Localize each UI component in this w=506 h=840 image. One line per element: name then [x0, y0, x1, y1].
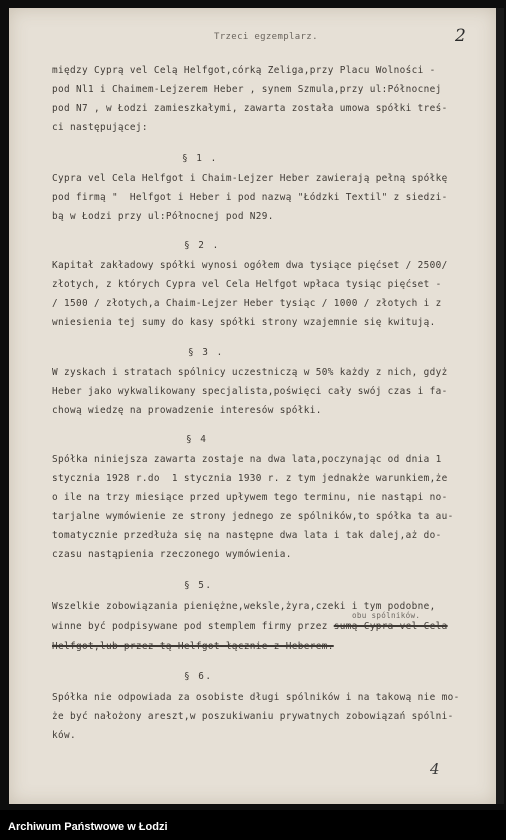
copy-header: Trzeci egzemplarz. [214, 32, 318, 42]
section-1-heading: § 1 . [182, 153, 218, 164]
struck-text: sumą Cypra vel Cela [333, 621, 448, 632]
text-line-2: pod Nl1 i Chaimem-Lejzerem Heber , synem Szmula,przy ul:Północnej [52, 84, 442, 95]
section-6-heading: § 6. [184, 671, 213, 682]
handwritten-mark: 4 [430, 760, 440, 778]
text-line-24: że być nałożony areszt,w poszukiwaniu prywatnych zobowiązań spólni- [52, 711, 454, 722]
page-number: 2 [455, 26, 466, 46]
text-line-12: W zyskach i stratach spólnicy uczestniczą w 50% każdy z nich, gdyż [52, 367, 448, 378]
text-line-22-kept: winne być podpisywane pod stemplem firmy przez [52, 621, 334, 632]
text-line-3: pod N7 , w Łodzi zamieszkałymi, zawarta została umowa spółki treś- [52, 103, 448, 114]
text-line-19: tomatycznie przedłuża się na następne dwa lata i tak dalej,aż do- [52, 530, 442, 541]
text-line-22 [52, 621, 448, 632]
text-line-16: stycznia 1928 r.do 1 stycznia 1930 r. z tym jednakże warunkiem,że [52, 473, 448, 484]
text-line-23: Spółka nie odpowiada za osobiste długi spólników i na takową nie mo- [52, 692, 460, 703]
archive-caption: Archiwum Państwowe w Łodzi [8, 821, 168, 833]
text-line-8: Kapitał zakładowy spółki wynosi ogółem dwa tysiące pięćset / 2500/ [52, 260, 448, 271]
section-5-heading: § 5. [184, 580, 213, 591]
section-4-heading: § 4 [186, 434, 208, 445]
text-line-14: chową wiedzę na prowadzenie interesów spółki. [52, 405, 322, 416]
section-2-heading: § 2 . [184, 240, 220, 251]
handwritten-insertion: obu spólników. [352, 611, 421, 620]
text-line-9: złotych, z których Cypra vel Cela Helfgot wpłaca tysiąc pięćset - [52, 279, 442, 290]
text-line-15: Spółka niniejsza zawarta zostaje na dwa lata,poczynając od dnia 1 [52, 454, 442, 465]
text-line-6: pod firmą " Helfgot i Heber i pod nazwą "Łódzki Textil" z siedzi- [52, 192, 448, 203]
struck-line: Helfgot,lub przez tą Helfgot łącznie z Heberem. [52, 641, 334, 652]
text-line-11: wniesienia tej sumy do kasy spółki strony wzajemnie się kwitują. [52, 317, 436, 328]
text-line-18: tarjalne wymówienie ze strony jednego ze spólników,to spółka ta au- [52, 511, 454, 522]
text-line-17: o ile na trzy miesiące przed upływem tego terminu, nie nastąpi no- [52, 492, 448, 503]
text-line-7: bą w Łodzi przy ul:Północnej pod N29. [52, 211, 274, 222]
text-line-21: Wszelkie zobowiązania pieniężne,weksle,żyra,czeki i tym podobne, [52, 601, 436, 612]
text-line-25: ków. [52, 730, 76, 741]
text-line-20: czasu nastąpienia rzeczonego wymówienia. [52, 549, 292, 560]
text-line-13: Heber jako wykwalikowany specjalista,poświęci cały swój czas i fa- [52, 386, 448, 397]
text-line-5: Cypra vel Cela Helfgot i Chaim-Lejzer Heber zawierają pełną spółkę [52, 173, 448, 184]
text-line-10: / 1500 / złotych,a Chaim-Lejzer Heber tysiąc / 1000 / złotych i z [52, 298, 442, 309]
text-line-1: między Cyprą vel Celą Helfgot,córką Zeliga,przy Placu Wolności - [52, 65, 436, 76]
scan-edge [496, 8, 504, 804]
section-3-heading: § 3 . [188, 347, 224, 358]
text-line-4: ci następującej: [52, 122, 148, 133]
